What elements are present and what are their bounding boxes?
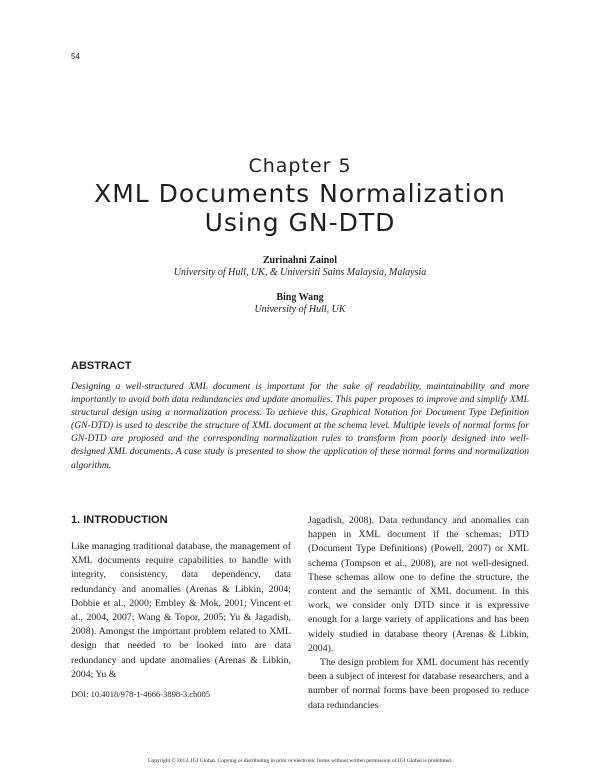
author-affiliation-1: University of Hull, UK, & Universiti Sains Malaysia, Malaysia (173, 267, 427, 278)
author-name-1: Zurinahni Zainol (262, 255, 338, 266)
left-column (71, 540, 291, 682)
introduction-heading: 1. INTRODUCTION (71, 514, 168, 526)
intro-paragraph-left: Like managing traditional database, the management of XML documents require capabilities to handle with integrity, consistency, data dependency, data redundancy and anomalies (Arenas & Libkin, 2004; Dobbie et al., 2000; Embley & Mok, 2001; Vincent et al., 2004, 2007; Wang & Topor, 2005; Yu & Jagadish, 2008). Amongst the important problem related to XML design that needed to be looked into are data redundancy and update anomalies (Arenas & Libkin, 2004; Yu & (71, 541, 291, 680)
chapter-title (40, 179, 560, 237)
abstract-text: Designing a well-structured XML document is important for the sake of readability, maintainability and more importantly to avoid both data redundancies and update anomalies. This paper proposes to improve and simplify XML structural design using a normalization process. To achieve this, Graphical Notation for Document Type Definition (GN-DTD) is used to describe the structure of XML document at the schema level. Multiple levels of normal forms for GN-DTD are proposed and the corresponding normalization rules to transform from poorly designed into well-designed XML documents. A case study is presented to show the application of these normal forms and normalization algorithm. (71, 381, 529, 471)
chapter-label: Chapter 5 (248, 155, 352, 177)
copyright-notice: Copyright © 2013, IGI Global. Copying or distributing in print or electronic forms without written permission of IGI Global is prohibited. (147, 758, 453, 764)
author-name-2: Bing Wang (276, 292, 324, 303)
author-affiliation-2: University of Hull, UK (254, 304, 346, 315)
intro-paragraph-right-1: Jagadish, 2008). Data redundancy and anomalies can happen in XML document if the schemas: DTD (Document Type Definitions) (Powell, 2007) or XML schema (Tompson et al., 2008), are not well-designed. These schemas allow one to define the structure, the content and the semantic of XML document. In this work, we consider only DTD since it is expressive enough for a large variety of applications and has been widely studied in database theory (Arenas & Libkin, 2004). (308, 515, 529, 654)
chapter-title-line-1: XML Documents Normalization (94, 179, 506, 208)
chapter-title-line-2: Using GN-DTD (204, 208, 396, 237)
page-number: 54 (71, 52, 80, 61)
doi: DOI: 10.4018/978-1-4666-3898-3.ch005 (71, 689, 211, 699)
intro-paragraph-right-2: The design problem for XML document has recently been a subject of interest for database researchers, and a number of normal forms have been proposed to reduce data redundancies (308, 657, 529, 711)
abstract-heading: ABSTRACT (71, 360, 132, 372)
right-column (308, 514, 529, 713)
